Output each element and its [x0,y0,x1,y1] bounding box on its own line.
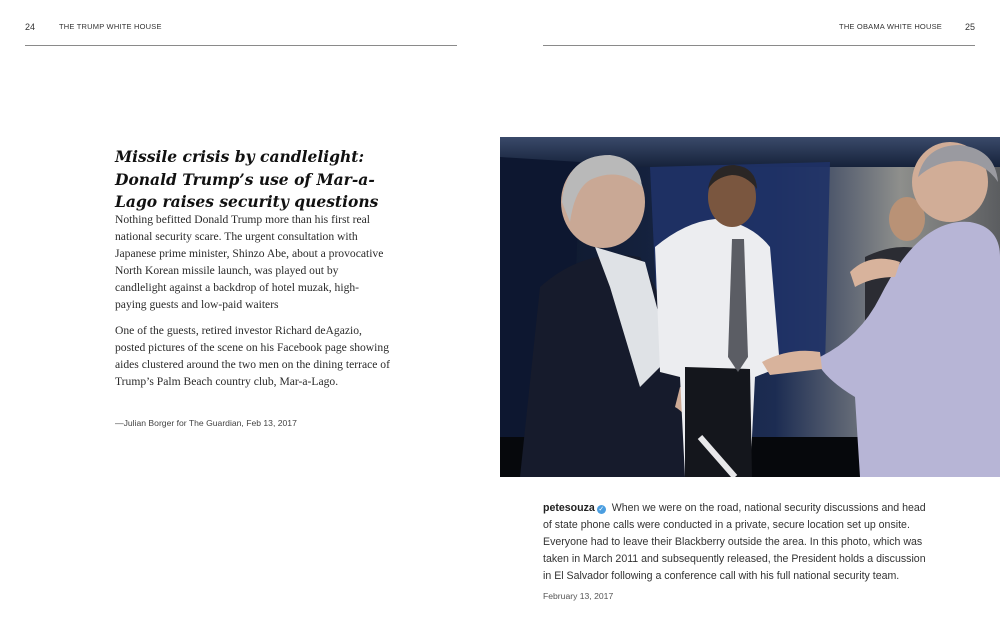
caption-date: February 13, 2017 [543,591,614,601]
left-header-rule [25,45,457,46]
article-attribution: —Julian Borger for The Guardian, Feb 13, 2017 [115,418,297,428]
article-paragraph-2: One of the guests, retired investor Richard deAgazio, posted pictures of the scene on his Facebook page showing aides clustered around the two men on the dining terrace of Trump’s Palm Beach country club, Mar-a-Lago. [115,324,390,388]
caption-handle[interactable]: petesouza [543,502,595,514]
right-running-head: THE OBAMA WHITE HOUSE [839,22,942,31]
left-running-head: THE TRUMP WHITE HOUSE [59,22,162,31]
photo-illustration [500,137,1000,477]
photo-caption [543,500,935,585]
article-headline: Missile crisis by candlelight: Donald Trump’s use of Mar-a-Lago raises security questions [115,147,379,211]
verified-badge-icon: ✓ [598,506,605,513]
right-page-number: 25 [964,22,975,32]
situation-room-photo [500,137,1000,477]
article-paragraph-1: Nothing befitted Donald Trump more than his first real national security scare. The urgent consultation with Japanese prime minister, Shinzo Abe, about a provocative North Korean missile launch, was played out by candlelight against a backdrop of hotel muzak, high-paying guests and low-paid waiters [115,213,384,311]
caption-text: When we were on the road, national security discussions and head of state phone calls were conducted in a private, secure location set up onsite. Everyone had to leave their Blackberry outside the area. In this photo, which was taken in March 2011 and subsequently released, the President holds a discussion in El Salvador following a conference call with his full national security team. [543,502,926,582]
left-page-number: 24 [25,22,36,32]
right-header-rule [543,45,975,46]
